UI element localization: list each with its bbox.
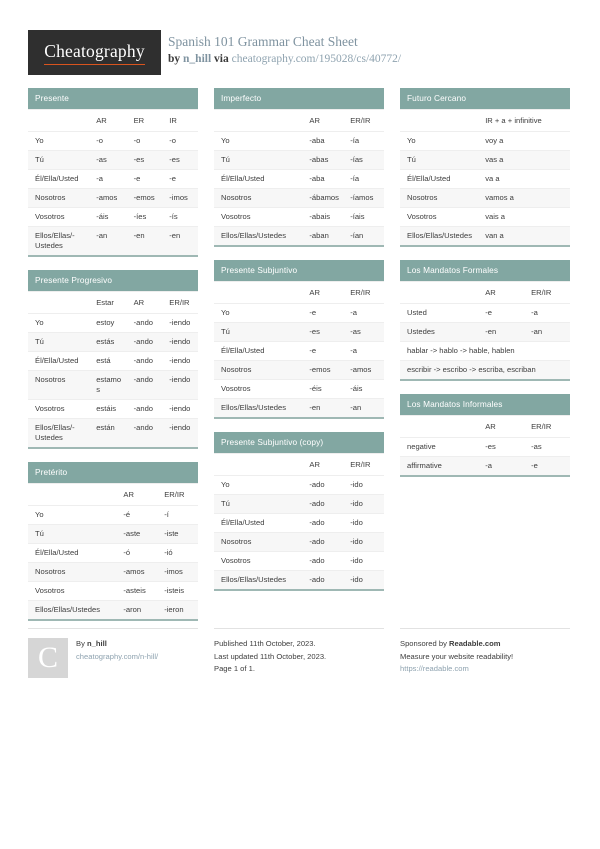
conjugation-table: [400, 281, 570, 379]
row-value: -en: [478, 323, 524, 342]
row-value: -a: [343, 304, 384, 323]
column-header: AR: [116, 484, 157, 506]
source-url-link[interactable]: cheatography.com/195028/cs/40772/: [231, 53, 402, 65]
footer-author-url[interactable]: cheatography.com/n-hill/: [76, 651, 159, 661]
row-value: -o: [127, 132, 163, 151]
table-header-row: [214, 454, 384, 476]
column-header: [28, 292, 89, 314]
row-label: Nosotros: [28, 563, 116, 582]
row-label: Nosotros: [400, 189, 478, 208]
row-label: Vosotros: [400, 208, 478, 227]
row-value: -amos: [343, 361, 384, 380]
row-value: -ando: [127, 400, 163, 419]
conjugation-table: [400, 109, 570, 245]
updated-date: Last updated 11th October, 2023.: [214, 651, 327, 661]
row-value: -iendo: [162, 400, 198, 419]
sponsor-line: [400, 638, 570, 651]
table-row: [28, 506, 198, 525]
row-value: -ado: [302, 476, 343, 495]
row-label: Yo: [214, 132, 302, 151]
row-label: Nosotros: [28, 189, 89, 208]
table-block: [214, 260, 384, 419]
row-value: -ado: [302, 552, 343, 571]
row-value: estás: [89, 333, 126, 352]
table-header-row: [214, 282, 384, 304]
row-label: Tú: [28, 151, 89, 170]
column-header: ER/IR: [343, 282, 384, 304]
table-row: [28, 563, 198, 582]
row-value: -ábamos: [302, 189, 343, 208]
row-value: está: [89, 352, 126, 371]
row-value: -en: [127, 227, 163, 256]
row-label: Él/Ella/Usted: [214, 170, 302, 189]
row-label: Tú: [28, 333, 89, 352]
table-row: [400, 438, 570, 457]
row-value: -o: [162, 132, 198, 151]
table-row: [214, 495, 384, 514]
row-value: -o: [89, 132, 126, 151]
table-block: [214, 88, 384, 247]
row-label: Ellos/Ellas/-Ustedes: [28, 419, 89, 448]
published-date: Published 11th October, 2023.: [214, 639, 316, 648]
table-row: [400, 151, 570, 170]
row-value: -ido: [343, 552, 384, 571]
table-row: [28, 601, 198, 620]
table-row: [28, 525, 198, 544]
row-value: -e: [302, 342, 343, 361]
row-value: -ando: [127, 314, 163, 333]
row-value: -imos: [162, 189, 198, 208]
table-block: [400, 394, 570, 477]
row-value: -aba: [302, 170, 343, 189]
table-header-row: [28, 110, 198, 132]
row-value: -ió: [157, 544, 198, 563]
table-header-row: [28, 484, 198, 506]
table-row: [214, 342, 384, 361]
row-value: -aba: [302, 132, 343, 151]
row-label: Él/Ella/Usted: [28, 544, 116, 563]
row-label: Él/Ella/Usted: [214, 514, 302, 533]
row-value: -es: [127, 151, 163, 170]
table-row: [214, 571, 384, 590]
row-value: -íais: [343, 208, 384, 227]
column-header: ER/IR: [162, 292, 198, 314]
row-label: affirmative: [400, 457, 478, 476]
table-row: [400, 323, 570, 342]
row-value: -e: [524, 457, 570, 476]
table-block: [214, 432, 384, 591]
footer-sponsor-block: [400, 628, 570, 690]
column-header: AR: [478, 416, 524, 438]
table-row: [28, 544, 198, 563]
table-row: [400, 304, 570, 323]
column-header: [400, 110, 478, 132]
row-value: -en: [162, 227, 198, 256]
column-header: AR: [302, 282, 343, 304]
column-header: [28, 484, 116, 506]
table-note-row: [400, 342, 570, 361]
table-block: [28, 462, 198, 621]
page-title: Spanish 101 Grammar Cheat Sheet: [168, 34, 358, 49]
row-value: voy a: [478, 132, 570, 151]
row-value: están: [89, 419, 126, 448]
row-label: Tú: [214, 495, 302, 514]
column-3: [400, 88, 570, 490]
row-label: negative: [400, 438, 478, 457]
table-row: [214, 361, 384, 380]
row-label: Ellos/Ellas/Ustedes: [400, 227, 478, 246]
row-label: Nosotros: [214, 533, 302, 552]
row-value: -é: [116, 506, 157, 525]
author-link[interactable]: n_hill: [183, 53, 212, 65]
row-value: -ieron: [157, 601, 198, 620]
table-row: [28, 419, 198, 448]
conjugation-table: [214, 109, 384, 245]
conjugation-table: [214, 453, 384, 589]
table-title: Pretérito: [28, 462, 198, 483]
row-value: -áis: [343, 380, 384, 399]
row-label: Ellos/Ellas/Ustedes: [214, 399, 302, 418]
row-value: -aban: [302, 227, 343, 246]
row-value: -abas: [302, 151, 343, 170]
row-value: -iendo: [162, 314, 198, 333]
row-value: -iste: [157, 525, 198, 544]
row-label: Vosotros: [214, 380, 302, 399]
row-value: -ís: [162, 208, 198, 227]
table-block: [28, 88, 198, 257]
footer-author-name: n_hill: [86, 639, 107, 648]
table-row: [214, 151, 384, 170]
row-value: -ían: [343, 227, 384, 246]
table-row: [214, 380, 384, 399]
row-value: -as: [343, 323, 384, 342]
table-title: Los Mandatos Formales: [400, 260, 570, 281]
table-row: [28, 132, 198, 151]
column-2: [214, 88, 384, 604]
page-header: [28, 30, 573, 78]
row-label: Vosotros: [214, 208, 302, 227]
table-title: Los Mandatos Informales: [400, 394, 570, 415]
column-header: [214, 282, 302, 304]
table-row: [214, 189, 384, 208]
title-block: [168, 33, 401, 67]
footer-by-label: By: [76, 639, 87, 648]
table-row: [214, 476, 384, 495]
footer-author-block: [28, 628, 198, 690]
row-value: -a: [89, 170, 126, 189]
sponsor-name[interactable]: Readable.com: [448, 639, 501, 648]
row-label: Yo: [214, 476, 302, 495]
row-value: -iendo: [162, 371, 198, 400]
row-value: -ido: [343, 571, 384, 590]
row-value: -a: [478, 457, 524, 476]
row-value: va a: [478, 170, 570, 189]
row-value: -e: [478, 304, 524, 323]
row-value: -e: [162, 170, 198, 189]
sponsor-tagline: Measure your website readability!: [400, 651, 514, 661]
row-value: -ías: [343, 151, 384, 170]
row-value: -ido: [343, 495, 384, 514]
row-label: Ellos/Ellas/Ustedes: [214, 227, 302, 246]
logo-text: Cheatography: [44, 41, 145, 65]
row-value: -iendo: [162, 352, 198, 371]
row-label: Yo: [400, 132, 478, 151]
row-label: Vosotros: [214, 552, 302, 571]
row-label: Tú: [400, 151, 478, 170]
row-value: -abais: [302, 208, 343, 227]
column-header: ER/IR: [343, 454, 384, 476]
row-value: -ado: [302, 533, 343, 552]
table-header-row: [400, 416, 570, 438]
conjugation-table: [28, 109, 198, 255]
table-row: [214, 323, 384, 342]
row-value: -ando: [127, 352, 163, 371]
table-row: [28, 314, 198, 333]
column-header: Estar: [89, 292, 126, 314]
table-row: [400, 457, 570, 476]
row-label: Vosotros: [28, 400, 89, 419]
table-row: [28, 227, 198, 256]
row-label: Tú: [28, 525, 116, 544]
row-value: -ado: [302, 495, 343, 514]
table-row: [400, 132, 570, 151]
column-header: IR: [162, 110, 198, 132]
conjugation-table: [214, 281, 384, 417]
row-label: Él/Ella/Usted: [28, 170, 89, 189]
row-value: -amos: [116, 563, 157, 582]
table-row: [28, 151, 198, 170]
table-row: [28, 352, 198, 371]
table-title: Presente Subjuntivo (copy): [214, 432, 384, 453]
row-value: -a: [343, 342, 384, 361]
column-header: [214, 110, 302, 132]
row-label: Yo: [28, 132, 89, 151]
footer-publish-block: [214, 628, 384, 690]
row-value: -ido: [343, 514, 384, 533]
row-value: estoy: [89, 314, 126, 333]
row-label: Él/Ella/Usted: [28, 352, 89, 371]
row-value: -ado: [302, 514, 343, 533]
column-header: ER/IR: [343, 110, 384, 132]
table-row: [214, 533, 384, 552]
row-value: vas a: [478, 151, 570, 170]
row-value: -en: [302, 399, 343, 418]
row-value: -as: [89, 151, 126, 170]
row-value: -ando: [127, 333, 163, 352]
table-row: [28, 170, 198, 189]
table-title: Futuro Cercano: [400, 88, 570, 109]
row-value: -í: [157, 506, 198, 525]
avatar-letter: C: [37, 641, 58, 674]
table-block: [28, 270, 198, 449]
example-text: escribir -> escribo -> escriba, escriban: [400, 361, 570, 380]
column-header: [214, 454, 302, 476]
table-row: [28, 189, 198, 208]
via-label: via: [214, 53, 229, 65]
row-value: -ido: [343, 533, 384, 552]
row-value: vais a: [478, 208, 570, 227]
column-header: AR: [302, 454, 343, 476]
row-label: Vosotros: [28, 208, 89, 227]
column-header: ER: [127, 110, 163, 132]
column-header: ER/IR: [524, 416, 570, 438]
row-label: Usted: [400, 304, 478, 323]
row-value: -ía: [343, 132, 384, 151]
conjugation-table: [28, 483, 198, 619]
table-row: [214, 399, 384, 418]
column-header: ER/IR: [157, 484, 198, 506]
row-value: -aste: [116, 525, 157, 544]
conjugation-table: [400, 415, 570, 475]
table-row: [400, 189, 570, 208]
row-label: Nosotros: [28, 371, 89, 400]
column-header: [400, 416, 478, 438]
row-value: -íamos: [343, 189, 384, 208]
page-count: Page 1 of 1.: [214, 664, 255, 673]
row-value: -an: [524, 323, 570, 342]
row-value: -imos: [157, 563, 198, 582]
row-value: -ado: [302, 571, 343, 590]
row-value: -emos: [127, 189, 163, 208]
column-header: AR: [302, 110, 343, 132]
row-value: -es: [302, 323, 343, 342]
table-row: [214, 227, 384, 246]
row-value: estáis: [89, 400, 126, 419]
table-row: [214, 552, 384, 571]
row-label: Yo: [28, 506, 116, 525]
row-value: -ido: [343, 476, 384, 495]
row-label: Ellos/Ellas/Ustedes: [214, 571, 302, 590]
table-row: [28, 371, 198, 400]
table-header-row: [28, 292, 198, 314]
column-header: ER/IR: [524, 282, 570, 304]
table-row: [28, 582, 198, 601]
row-value: -iendo: [162, 333, 198, 352]
table-row: [400, 170, 570, 189]
row-value: vamos a: [478, 189, 570, 208]
column-header: AR: [127, 292, 163, 314]
row-label: Nosotros: [214, 361, 302, 380]
row-label: Ellos/Ellas/Ustedes: [28, 601, 116, 620]
table-title: Imperfecto: [214, 88, 384, 109]
row-value: -as: [524, 438, 570, 457]
table-note-row: [400, 361, 570, 380]
column-header: AR: [89, 110, 126, 132]
sponsor-url[interactable]: https://readable.com: [400, 664, 469, 673]
table-title: Presente Subjuntivo: [214, 260, 384, 281]
column-1: [28, 88, 198, 634]
table-header-row: [400, 110, 570, 132]
row-label: Tú: [214, 323, 302, 342]
row-value: -iendo: [162, 419, 198, 448]
table-row: [28, 333, 198, 352]
row-value: -asteis: [116, 582, 157, 601]
row-value: -isteis: [157, 582, 198, 601]
row-label: Ustedes: [400, 323, 478, 342]
cheatography-logo[interactable]: [28, 30, 161, 75]
table-row: [214, 514, 384, 533]
conjugation-table: [28, 291, 198, 447]
row-value: -ía: [343, 170, 384, 189]
footer-author-line: [76, 638, 198, 651]
table-header-row: [214, 110, 384, 132]
example-text: hablar -> hablo -> hable, hablen: [400, 342, 570, 361]
row-value: -ando: [127, 371, 163, 400]
row-label: Yo: [214, 304, 302, 323]
column-header: [400, 282, 478, 304]
row-value: -es: [162, 151, 198, 170]
row-label: Ellos/Ellas/-Ustedes: [28, 227, 89, 256]
row-value: -amos: [89, 189, 126, 208]
table-block: [400, 260, 570, 381]
column-header: AR: [478, 282, 524, 304]
table-row: [28, 400, 198, 419]
table-row: [28, 208, 198, 227]
row-label: Nosotros: [214, 189, 302, 208]
table-row: [400, 208, 570, 227]
row-value: -áis: [89, 208, 126, 227]
avatar: [28, 638, 68, 678]
table-title: Presente Progresivo: [28, 270, 198, 291]
table-row: [400, 227, 570, 246]
sponsor-prefix: Sponsored by: [400, 639, 449, 648]
row-label: Vosotros: [28, 582, 116, 601]
table-row: [214, 304, 384, 323]
byline: [168, 52, 401, 67]
by-label: by: [168, 53, 181, 65]
row-label: Tú: [214, 151, 302, 170]
table-row: [214, 170, 384, 189]
column-header: IR + a + infinitive: [478, 110, 570, 132]
table-row: [214, 208, 384, 227]
row-value: -an: [89, 227, 126, 256]
row-value: -a: [524, 304, 570, 323]
row-value: -ando: [127, 419, 163, 448]
row-value: -ó: [116, 544, 157, 563]
row-value: estamos: [89, 371, 126, 400]
row-value: -éis: [302, 380, 343, 399]
row-label: Él/Ella/Usted: [214, 342, 302, 361]
row-value: van a: [478, 227, 570, 246]
table-title: Presente: [28, 88, 198, 109]
table-block: [400, 88, 570, 247]
table-header-row: [400, 282, 570, 304]
row-label: Él/Ella/Usted: [400, 170, 478, 189]
row-value: -es: [478, 438, 524, 457]
row-label: Yo: [28, 314, 89, 333]
table-row: [214, 132, 384, 151]
row-value: -aron: [116, 601, 157, 620]
row-value: -an: [343, 399, 384, 418]
row-value: -e: [127, 170, 163, 189]
row-value: -e: [302, 304, 343, 323]
column-header: [28, 110, 89, 132]
row-value: -íes: [127, 208, 163, 227]
row-value: -emos: [302, 361, 343, 380]
